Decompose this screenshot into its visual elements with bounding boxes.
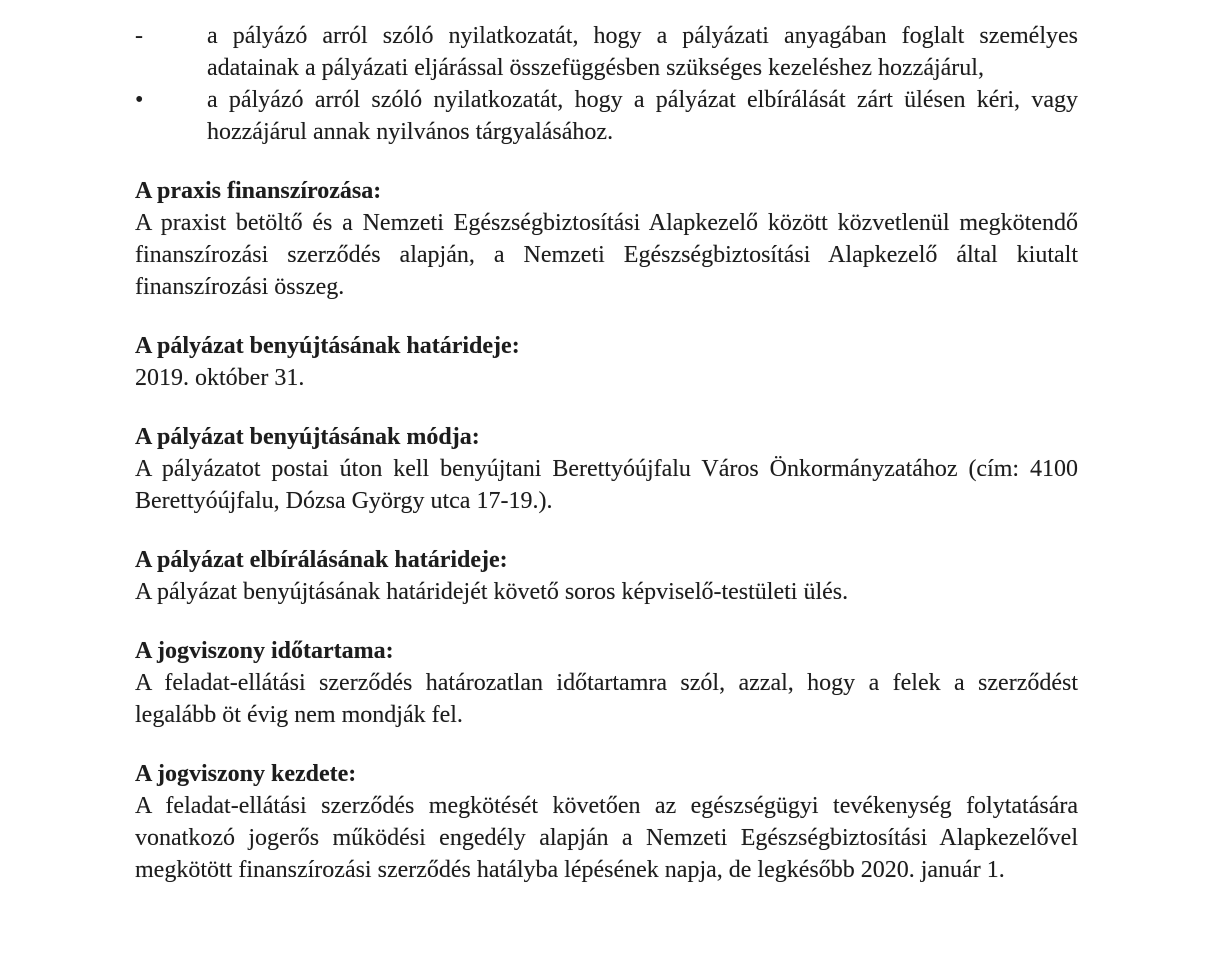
section-benyujtas-hatarideje xyxy=(135,330,1078,394)
section-body: A praxist betöltő és a Nemzeti Egészségbiztosítási Alapkezelő között közvetlenül megkötendő finanszírozási szerződés alapján, a Nemzeti Egészségbiztosítási Alapkezelő által kiutalt finanszírozási összeg. xyxy=(135,210,1078,300)
section-elbiralas-hatarideje xyxy=(135,544,1078,608)
bullet-list xyxy=(135,20,1078,148)
list-item xyxy=(135,20,1078,84)
section-heading: A pályázat benyújtásának határideje: xyxy=(135,333,520,359)
bullet-text: a pályázó arról szóló nyilatkozatát, hogy a pályázati anyagában foglalt személyes adatainak a pályázati eljárással összefüggésben szükséges kezeléshez hozzájárul, xyxy=(207,23,1078,81)
bullet-text: a pályázó arról szóló nyilatkozatát, hogy a pályázat elbírálását zárt ülésen kéri, vagy hozzájárul annak nyilvános tárgyalásához. xyxy=(207,87,1078,145)
section-jogviszony-kezdete xyxy=(135,758,1078,886)
section-heading: A pályázat benyújtásának módja: xyxy=(135,424,480,450)
section-heading: A jogviszony időtartama: xyxy=(135,638,394,664)
section-body: A feladat-ellátási szerződés megkötését követően az egészségügyi tevékenység folytatására vonatkozó jogerős működési engedély alapján a Nemzeti Egészségbiztosítási Alapkezelővel megkötött finanszírozási szerződés hatályba lépésének napja, de legkésőbb 2020. január 1. xyxy=(135,793,1078,883)
bullet-marker: - xyxy=(135,23,143,49)
section-body: A pályázatot postai úton kell benyújtani Berettyóújfalu Város Önkormányzatához (cím: 4100 Berettyóújfalu, Dózsa György utca 17-19.). xyxy=(135,456,1078,514)
section-body: 2019. október 31. xyxy=(135,365,305,391)
list-item xyxy=(135,84,1078,148)
section-benyujtas-modja xyxy=(135,421,1078,517)
section-body: A pályázat benyújtásának határidejét követő soros képviselő-testületi ülés. xyxy=(135,579,849,605)
section-body: A feladat-ellátási szerződés határozatlan időtartamra szól, azzal, hogy a felek a szerződést legalább öt évig nem mondják fel. xyxy=(135,670,1078,728)
section-praxis-finanszirozasa xyxy=(135,175,1078,303)
bullet-marker: • xyxy=(135,87,144,113)
section-jogviszony-idotartama xyxy=(135,635,1078,731)
section-heading: A praxis finanszírozása: xyxy=(135,178,382,204)
section-heading: A jogviszony kezdete: xyxy=(135,761,357,787)
section-heading: A pályázat elbírálásának határideje: xyxy=(135,547,508,573)
